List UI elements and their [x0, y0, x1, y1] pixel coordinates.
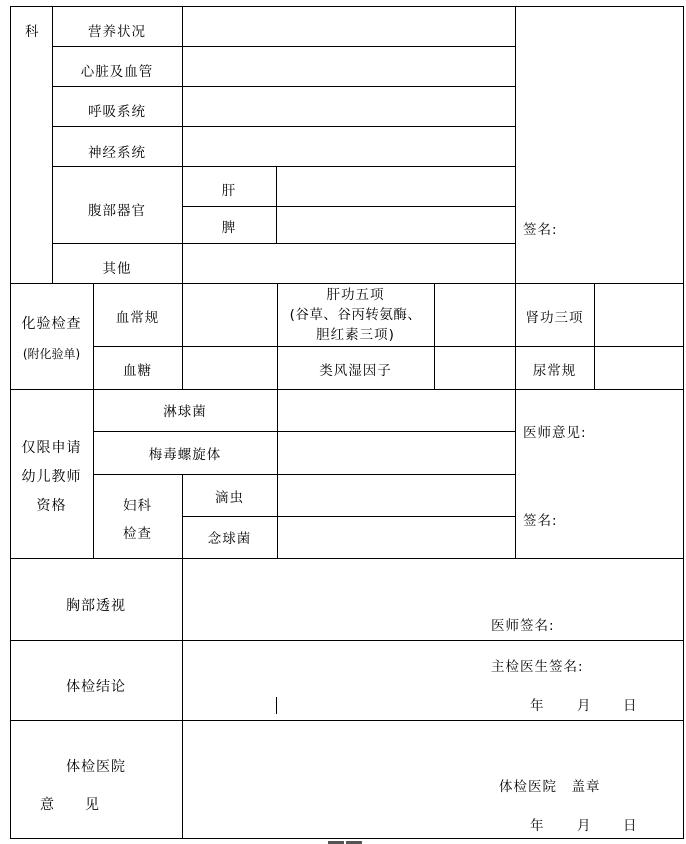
- day-label: 日: [623, 698, 638, 714]
- hospital-input-cell[interactable]: [183, 721, 683, 838]
- section-side-label: 科: [25, 24, 40, 40]
- rheumatoid-input-cell[interactable]: [435, 347, 515, 389]
- blood-sugar-input-cell[interactable]: [183, 347, 277, 389]
- preschool-label-line1: 仅限申请: [21, 440, 82, 456]
- chest-fluoroscopy-label: 胸部透视: [66, 598, 126, 614]
- border-line: [10, 838, 683, 839]
- rheumatoid-factor-label: 类风湿因子: [319, 363, 392, 379]
- chest-input-cell[interactable]: [183, 559, 683, 640]
- month-label: 月: [577, 698, 592, 714]
- nutrition-label: 营养状况: [88, 24, 146, 40]
- gynecology-label-line1: 妇科: [123, 498, 152, 514]
- nutrition-input-cell[interactable]: [183, 7, 514, 46]
- spleen-label: 脾: [221, 220, 237, 236]
- gynecology-label-line2: 检查: [123, 526, 152, 542]
- lab-subtitle: (附化验单): [22, 347, 81, 361]
- trichomonas-label: 滴虫: [215, 490, 244, 506]
- day-label: 日: [623, 818, 638, 834]
- month-label: 月: [577, 818, 592, 834]
- kidney-function-label: 肾功三项: [525, 310, 584, 326]
- trichomonas-input-cell[interactable]: [278, 475, 515, 516]
- border-line: [515, 389, 516, 558]
- liver-function-line2: (谷草、谷丙转氨酶、: [289, 307, 422, 323]
- chief-doctor-signature-label: 主检医生签名:: [491, 659, 584, 675]
- syphilis-label: 梅毒螺旋体: [148, 447, 222, 463]
- blood-routine-input-cell[interactable]: [183, 284, 277, 346]
- signature-label: 签名:: [523, 513, 558, 529]
- liver-function-line1: 肝功五项: [326, 287, 385, 303]
- preschool-label-line3: 资格: [36, 498, 67, 514]
- blood-sugar-label: 血糖: [123, 363, 152, 379]
- border-line: [52, 46, 182, 47]
- signature-label: 签名:: [523, 222, 558, 238]
- respiratory-input-cell[interactable]: [183, 87, 514, 126]
- kidney-function-input-cell[interactable]: [595, 284, 683, 346]
- border-line: [10, 6, 11, 839]
- doctor-signature-label: 医师签名:: [491, 618, 555, 634]
- liver-function-input-cell[interactable]: [435, 284, 515, 346]
- gonococcus-label: 淋球菌: [163, 404, 207, 420]
- preschool-label-line2: 幼儿教师: [21, 469, 82, 485]
- year-label: 年: [530, 698, 545, 714]
- other-label: 其他: [102, 261, 132, 277]
- border-line: [10, 283, 683, 284]
- heart-input-cell[interactable]: [183, 47, 514, 86]
- urine-routine-label: 尿常规: [532, 363, 577, 379]
- spleen-input-cell[interactable]: [277, 207, 514, 243]
- hospital-seal-label: 体检医院 盖章: [499, 779, 601, 795]
- border-line: [683, 6, 684, 839]
- urine-routine-input-cell[interactable]: [595, 347, 683, 389]
- syphilis-input-cell[interactable]: [278, 432, 515, 474]
- respiratory-label: 呼吸系统: [88, 104, 146, 120]
- hospital-opinion-label-line1: 体检医院: [66, 759, 126, 775]
- heart-vessel-label: 心脏及血管: [80, 64, 154, 80]
- gonococcus-input-cell[interactable]: [278, 390, 515, 431]
- nervous-input-cell[interactable]: [183, 127, 514, 166]
- liver-input-cell[interactable]: [277, 167, 514, 206]
- liver-function-line3: 胆红素三项): [316, 327, 395, 343]
- border-line: [515, 6, 516, 283]
- conclusion-input-cell[interactable]: [183, 641, 683, 720]
- hospital-opinion-label-line2: 意 见: [40, 797, 100, 813]
- abdominal-label: 腹部器官: [88, 203, 146, 219]
- blood-routine-label: 血常规: [115, 310, 160, 326]
- doctor-opinion-label: 医师意见:: [523, 425, 587, 441]
- text-cursor: [276, 697, 277, 714]
- lab-title: 化验检查: [21, 316, 82, 332]
- nervous-label: 神经系统: [88, 145, 146, 161]
- year-label: 年: [530, 818, 545, 834]
- liver-label: 肝: [221, 183, 237, 199]
- exam-conclusion-label: 体检结论: [66, 679, 126, 695]
- candida-input-cell[interactable]: [278, 517, 515, 558]
- candida-label: 念球菌: [207, 531, 252, 547]
- other-input-cell[interactable]: [183, 244, 514, 283]
